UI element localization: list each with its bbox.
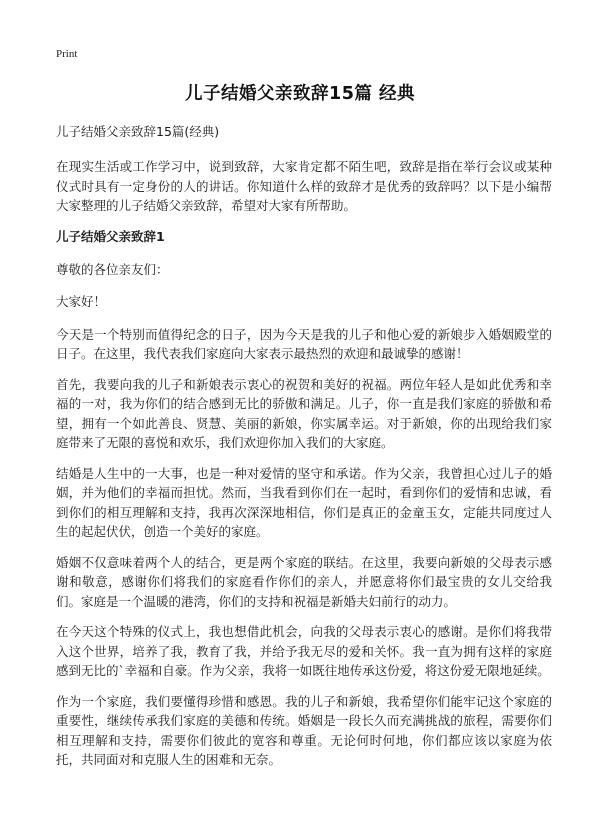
body-paragraph: 在今天这个特殊的仪式上，我也想借此机会，向我的父母表示衷心的感谢。是你们将我带入这个世界，培养了我，教育了我，并给予我无尽的爱和关怀。我一直为拥有这样的家庭感到无比的`幸福和自豪。作为父亲，我将一如既往地传承这份爱，将这份爱无限地延续。 <box>56 624 552 678</box>
greeting-salutation: 尊敬的各位亲友们： <box>56 261 169 277</box>
body-paragraph: 作为一个家庭，我们要懂得珍惜和感恩。我的儿子和新娘，我希望你们能牢记这个家庭的重要性，继续传承我们家庭的美德和传统。婚姻是一段长久而充满挑战的旅程，需要你们相互理解和支持，需要你们彼此的宽容和尊重。无论何时何地，你们都应该以家庭为依托，共同面对和克服人生的困难和无奈。 <box>56 693 552 767</box>
body-paragraph: 婚姻不仅意味着两个人的结合，更是两个家庭的联结。在这里，我要向新娘的父母表示感谢和敬意，感谢你们将我们的家庭看作你们的亲人，并愿意将你们最宝贵的女儿交给我们。家庭是一个温暖的港湾，你们的支持和祝福是新婚夫妇前行的动力。 <box>56 554 552 609</box>
page-title: 儿子结婚父亲致辞15篇 经典 <box>185 84 415 104</box>
document-body <box>56 122 552 781</box>
intro-paragraph: 在现实生活或工作学习中，说到致辞，大家肯定都不陌生吧，致辞是指在举行会议或某种仪式时具有一定身份的人的讲话。你知道什么样的致辞才是优秀的致辞吗？以下是小编帮大家整理的儿子结婚父亲致辞，希望对大家有所帮助。 <box>56 159 552 213</box>
document-subtitle: 儿子结婚父亲致辞15篇(经典) <box>56 124 220 139</box>
print-label: Print <box>56 48 78 60</box>
body-paragraph: 结婚是人生中的一大事，也是一种对爱情的坚守和承诺。作为父亲，我曾担心过儿子的婚姻，并为他们的幸福而担忧。然而，当我看到你们在一起时，看到你们的爱情和忠诚，看到你们的相互理解和支持，我再次深深地相信，你们是真正的金童玉女，定能共同度过人生的起起伏伏，创造一个美好的家庭。 <box>56 465 552 539</box>
body-paragraph: 今天是一个特别而值得纪念的日子，因为今天是我的儿子和他心爱的新娘步入婚姻殿堂的日子。在这里，我代表我们家庭向大家表示最热烈的欢迎和最诚挚的感谢！ <box>56 326 552 361</box>
section-heading: 儿子结婚父亲致辞1 <box>56 228 165 244</box>
body-paragraph: 首先，我要向我的儿子和新娘表示衷心的祝贺和美好的祝福。两位年轻人是如此优秀和幸福的一对，我为你们的结合感到无比的骄傲和满足。儿子，你一直是我们家庭的骄傲和希望，拥有一个如此善良、贤慧、美丽的新娘，你实属幸运。对于新娘，你的出现给我们家庭带来了无限的喜悦和欢乐，我们欢迎你加入我们的大家庭。 <box>56 376 552 450</box>
greeting-hello: 大家好！ <box>56 294 107 309</box>
